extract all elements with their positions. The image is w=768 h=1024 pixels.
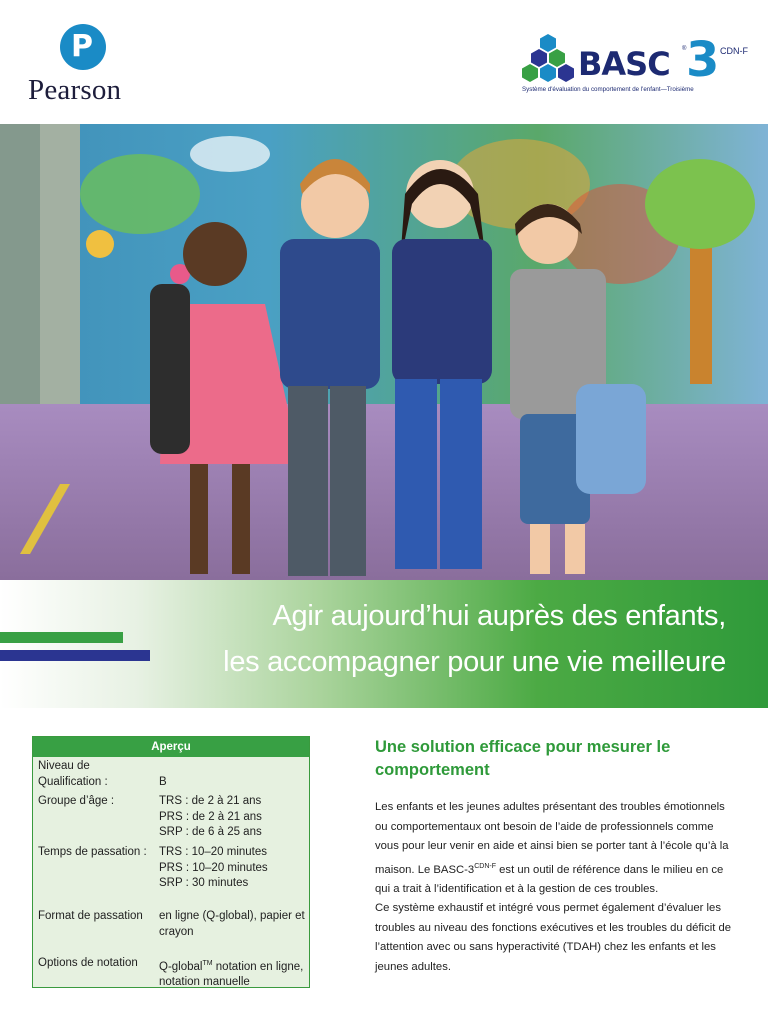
pearson-mark-icon [60,24,106,70]
basc-wordmark: BASC [578,45,670,83]
overview-value: TRS : de 2 à 21 ans [159,795,262,807]
body-paragraph-1 [375,798,737,899]
basc-trademark: ® [682,46,687,52]
hexagon-cluster-icon [520,32,578,84]
children-photo-illustration [0,124,768,580]
body-text-part: Les enfants et les jeunes adultes présentant des troubles émotionnels ou comportementaux ont besoin de l’aide de professionnels comme vous pour leur venir en aide et ainsi bien se porter tant à l’école qu’à la maison. Le BASC-3 [375,801,729,876]
overview-row-admin-format [33,909,309,943]
trademark-mark: TM [202,960,213,967]
overview-values [159,794,309,841]
overview-row-scoring [33,956,309,990]
overview-value: TRS : 10–20 minutes [159,846,268,858]
body-paragraph-2: Ce système exhaustif et intégré vous permet également d’évaluer les troubles au niveau des fonctions exécutives et les troubles du déficit de l’attention avec ou sans hyperactivité (TDAH) chez les enfants et les jeunes adultes. [375,902,732,973]
pearson-mark-letter: P [71,29,93,64]
overview-value: SRP : 30 minutes [159,877,249,889]
overview-value [159,956,309,991]
overview-row-qualification [33,759,309,793]
qglobal-name: Q-global [159,960,203,973]
overview-label: Options de notation [38,957,138,969]
overview-row-age-group [33,794,309,842]
banner-headline-line1: Agir aujourd’hui auprès des enfants, [272,600,726,632]
overview-value: B [159,776,167,788]
basc-edition-label: CDN-F [720,46,748,56]
overview-value: PRS : de 2 à 21 ans [159,810,262,823]
hero-photo [0,124,768,580]
edition-superscript: CDN-F [474,862,496,870]
green-stripe [0,632,123,643]
basc3-logo [520,32,760,100]
pearson-logo [28,24,138,108]
body-text-part: est un outil de référence dans le milieu en ce qui a trait à l’identification et à la gestion de ces troubles. [375,863,724,895]
overview-label: Niveau de Qualification : [38,760,108,788]
scoring-options-text: notation en ligne, notation manuelle [159,960,304,989]
overview-value: en ligne (Q-global), papier et crayon [159,910,305,938]
overview-value: SRP : de 6 à 25 ans [159,826,262,838]
overview-values [159,845,309,892]
overview-value: PRS : 10–20 minutes [159,861,268,874]
basc-number: 3 [686,32,720,88]
basc-tagline: Système d'évaluation du comportement de l'enfant—Troisième [522,86,694,93]
pearson-wordmark: Pearson [28,74,122,106]
section-body [375,798,737,977]
banner-headline-line2: les accompagner pour une vie meilleure [223,646,726,678]
overview-label: Temps de passation : [38,846,147,858]
overview-label: Format de passation [38,910,143,922]
blue-stripe [0,650,150,661]
overview-row-admin-time [33,845,309,893]
overview-table [32,736,310,988]
overview-label: Groupe d’âge : [38,795,115,807]
overview-title: Aperçu [33,737,309,757]
section-title: Une solution efficace pour mesurer le comportement [375,738,671,779]
